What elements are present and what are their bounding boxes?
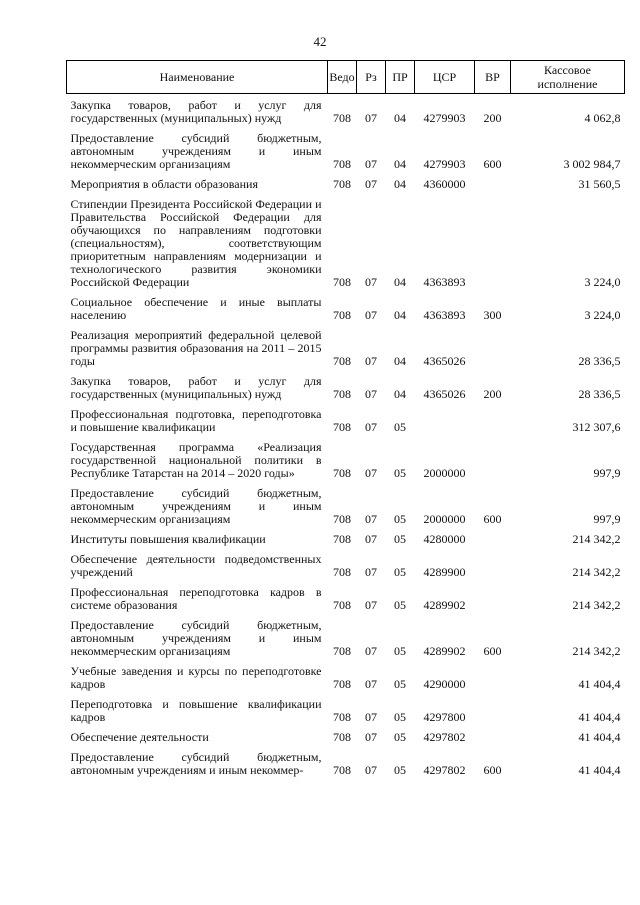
- row-amount: 28 336,5: [578, 354, 621, 368]
- row-ved: 708: [333, 275, 351, 289]
- row-pr: 05: [394, 466, 406, 480]
- row-pr: 05: [394, 763, 406, 777]
- row-csr: 4289902: [423, 644, 466, 658]
- row-amount: 214 342,2: [572, 598, 621, 612]
- row-amount: 3 224,0: [584, 275, 621, 289]
- row-name: Закупка товаров, работ и услуг для государственных (муниципальных) нужд: [70, 374, 322, 401]
- row-vr: 600: [483, 644, 502, 658]
- row-rz: 07: [365, 308, 377, 322]
- table-row: [67, 324, 625, 370]
- row-csr: 4363893: [423, 275, 466, 289]
- row-vr: [475, 436, 511, 482]
- row-vr: 600: [483, 512, 502, 526]
- table-row: [67, 436, 625, 482]
- row-csr: 4290000: [423, 677, 466, 691]
- header-csr: ЦСР: [415, 61, 475, 94]
- row-rz: 07: [365, 565, 377, 579]
- header-cash: [511, 61, 625, 94]
- table-row: [67, 660, 625, 693]
- row-pr: 04: [394, 387, 406, 401]
- row-ved: 708: [333, 565, 351, 579]
- row-ved: 708: [333, 598, 351, 612]
- row-vr: [475, 726, 511, 746]
- row-ved: 708: [333, 177, 351, 191]
- row-ved: 708: [333, 730, 351, 744]
- row-name: Социальное обеспечение и иные выплаты населению: [70, 295, 322, 322]
- row-csr: 4365026: [423, 387, 466, 401]
- row-amount: 214 342,2: [572, 644, 621, 658]
- row-vr: 600: [483, 157, 502, 171]
- row-amount: 28 336,5: [578, 387, 621, 401]
- row-ved: 708: [333, 763, 351, 777]
- table-body: [67, 94, 625, 780]
- header-cash-line2: исполнение: [537, 77, 598, 91]
- row-vr: [475, 403, 511, 436]
- page-number: 42: [313, 34, 327, 49]
- row-rz: 07: [365, 111, 377, 125]
- row-vr: 600: [483, 763, 502, 777]
- row-ved: 708: [333, 710, 351, 724]
- row-name: Профессиональная подготовка, переподготовка и повышение квалификации: [70, 407, 322, 434]
- row-csr: 4279903: [423, 157, 466, 171]
- row-amount: 312 307,6: [572, 420, 621, 434]
- row-ved: 708: [333, 644, 351, 658]
- row-rz: 07: [365, 466, 377, 480]
- row-amount: 41 404,4: [578, 730, 621, 744]
- row-ved: 708: [333, 512, 351, 526]
- row-rz: 07: [365, 598, 377, 612]
- header-rz: Рз: [357, 61, 386, 94]
- row-pr: 05: [394, 420, 406, 434]
- row-amount: 214 342,2: [572, 565, 621, 579]
- row-pr: 04: [394, 308, 406, 322]
- row-name: Институты повышения квалификации: [70, 532, 266, 546]
- row-vr: 300: [483, 308, 502, 322]
- header-name: Наименование: [67, 61, 328, 94]
- table-row: [67, 482, 625, 528]
- row-rz: 07: [365, 730, 377, 744]
- row-name: Профессиональная переподготовка кадров в системе образования: [70, 585, 322, 612]
- row-name: Переподготовка и повышение квалификации кадров: [70, 697, 322, 724]
- row-name: Обеспечение деятельности подведомственных учреждений: [70, 552, 322, 579]
- row-amount: 997,9: [593, 512, 621, 526]
- row-pr: 05: [394, 532, 406, 546]
- row-amount: 3 002 984,7: [563, 157, 621, 171]
- row-csr: 4279903: [423, 111, 466, 125]
- table-row: [67, 548, 625, 581]
- row-csr: 4363893: [423, 308, 466, 322]
- row-ved: 708: [333, 677, 351, 691]
- row-pr: 05: [394, 565, 406, 579]
- table-row: [67, 693, 625, 726]
- row-pr: 05: [394, 710, 406, 724]
- row-ved: 708: [333, 157, 351, 171]
- table-header: [67, 61, 625, 94]
- row-name: Стипендии Президента Российской Федерации и Правительства Российской Федерации для обучающихся по направлениям подготовки (специальностям), соответствующим приоритетным направлениям модернизации и технологического развития экономики Российской Федерации: [70, 197, 322, 289]
- row-vr: 200: [483, 387, 502, 401]
- row-rz: 07: [365, 512, 377, 526]
- budget-table: [66, 60, 625, 779]
- row-pr: 04: [394, 177, 406, 191]
- row-csr: 4297802: [423, 730, 466, 744]
- row-pr: 04: [394, 275, 406, 289]
- row-pr: 04: [394, 111, 406, 125]
- row-vr: [475, 581, 511, 614]
- table-row: [67, 403, 625, 436]
- row-vr: [475, 660, 511, 693]
- row-amount: 4 062,8: [584, 111, 621, 125]
- row-vr: [475, 548, 511, 581]
- row-vr: [475, 693, 511, 726]
- row-csr: 4365026: [423, 354, 466, 368]
- row-amount: 41 404,4: [578, 763, 621, 777]
- row-amount: 214 342,2: [572, 532, 621, 546]
- row-ved: 708: [333, 111, 351, 125]
- row-name: Предоставление субсидий бюджетным, автономным учреждениям и иным некоммерческим организациям: [70, 131, 322, 171]
- row-ved: 708: [333, 387, 351, 401]
- row-pr: 05: [394, 644, 406, 658]
- row-pr: 05: [394, 730, 406, 744]
- row-csr: 4289900: [423, 565, 466, 579]
- row-name: Мероприятия в области образования: [70, 177, 258, 191]
- row-pr: 05: [394, 512, 406, 526]
- row-csr: 2000000: [423, 466, 466, 480]
- row-ved: 708: [333, 308, 351, 322]
- row-name: Предоставление субсидий бюджетным, автономным учреждениям и иным некоммерческим организациям: [70, 618, 322, 658]
- row-rz: 07: [365, 177, 377, 191]
- row-vr: [475, 193, 511, 291]
- row-rz: 07: [365, 677, 377, 691]
- row-vr: [475, 173, 511, 193]
- table-row: [67, 581, 625, 614]
- row-amount: 41 404,4: [578, 677, 621, 691]
- row-vr: [475, 528, 511, 548]
- header-vr: ВР: [475, 61, 511, 94]
- row-pr: 04: [394, 157, 406, 171]
- row-name: Закупка товаров, работ и услуг для государственных (муниципальных) нужд: [70, 98, 322, 125]
- row-name: Государственная программа «Реализация государственной национальной политики в Республике Татарстан на 2014 – 2020 годы»: [70, 440, 322, 480]
- row-pr: 05: [394, 598, 406, 612]
- table-row: [67, 370, 625, 403]
- table-row: [67, 127, 625, 173]
- row-amount: 997,9: [593, 466, 621, 480]
- row-csr: 2000000: [423, 512, 466, 526]
- table-row: [67, 291, 625, 324]
- row-name: Реализация мероприятий федеральной целевой программы развития образования на 2011 – 2015 годы: [70, 328, 322, 368]
- table-row: [67, 726, 625, 746]
- row-rz: 07: [365, 710, 377, 724]
- row-ved: 708: [333, 466, 351, 480]
- row-csr: 4289902: [423, 598, 466, 612]
- row-ved: 708: [333, 354, 351, 368]
- row-rz: 07: [365, 644, 377, 658]
- row-name: Обеспечение деятельности: [70, 730, 209, 744]
- table-row: [67, 746, 625, 779]
- row-rz: 07: [365, 420, 377, 434]
- row-name: Учебные заведения и курсы по переподготовке кадров: [70, 664, 322, 691]
- row-name: Предоставление субсидий бюджетным, автономным учреждениям и иным некоммер-: [70, 750, 322, 777]
- header-pr: ПР: [386, 61, 415, 94]
- row-name: Предоставление субсидий бюджетным, автономным учреждениям и иным некоммерческим организациям: [70, 486, 322, 526]
- table-row: [67, 614, 625, 660]
- row-amount: 3 224,0: [584, 308, 621, 322]
- row-rz: 07: [365, 157, 377, 171]
- row-vr: 200: [483, 111, 502, 125]
- row-ved: 708: [333, 532, 351, 546]
- row-rz: 07: [365, 387, 377, 401]
- row-csr: 4280000: [423, 532, 466, 546]
- row-amount: 41 404,4: [578, 710, 621, 724]
- row-rz: 07: [365, 532, 377, 546]
- header-cash-line1: Кассовое: [544, 63, 591, 77]
- header-ved: Ведо: [328, 61, 357, 94]
- row-vr: [475, 324, 511, 370]
- row-amount: 31 560,5: [578, 177, 621, 191]
- row-csr: 4297800: [423, 710, 466, 724]
- row-pr: 05: [394, 677, 406, 691]
- row-rz: 07: [365, 763, 377, 777]
- table-row: [67, 173, 625, 193]
- table-row: [67, 528, 625, 548]
- row-csr: 4360000: [423, 177, 466, 191]
- row-pr: 04: [394, 354, 406, 368]
- table-row: [67, 193, 625, 291]
- row-csr: 4297802: [423, 763, 466, 777]
- row-csr: [415, 403, 475, 436]
- table-row: [67, 94, 625, 128]
- row-rz: 07: [365, 275, 377, 289]
- row-rz: 07: [365, 354, 377, 368]
- row-ved: 708: [333, 420, 351, 434]
